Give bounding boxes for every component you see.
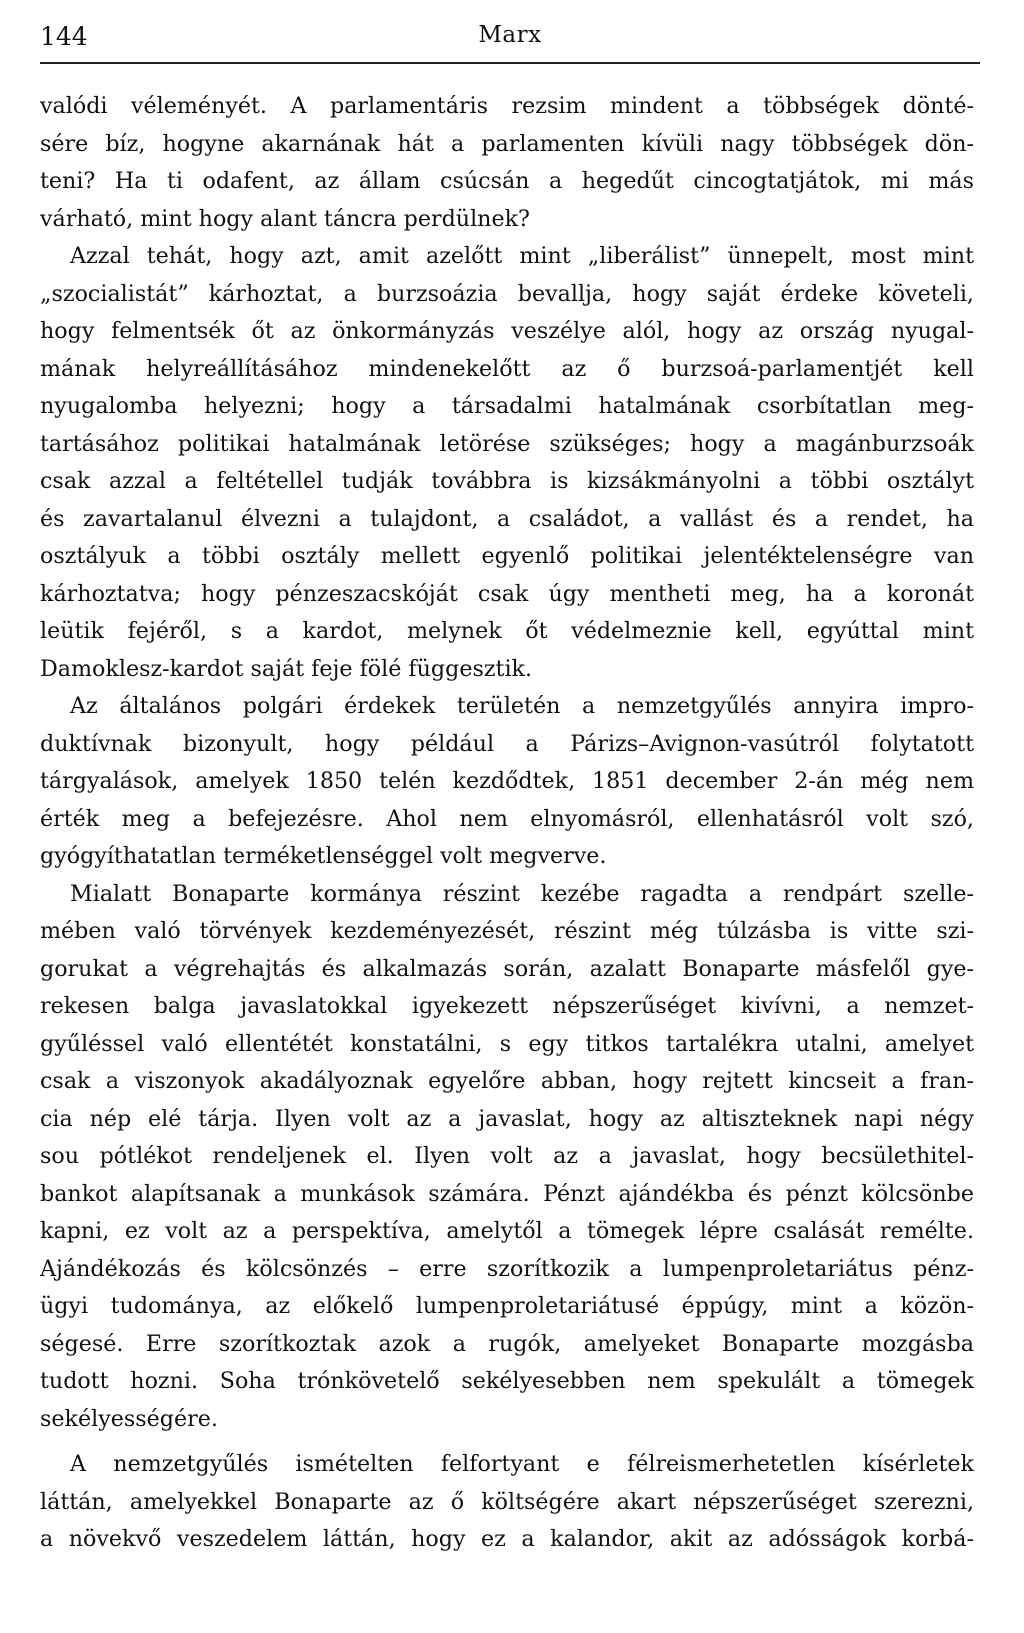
text-line: teni? Ha ti odafent, az állam csúcsán a hegedűt cincogtatjátok, mi más xyxy=(40,168,974,194)
text-line: sou pótlékot rendeljenek el. Ilyen volt az a javaslat, hogy becsülethitel- xyxy=(40,1143,974,1169)
text-line: hogy felmentsék őt az önkormányzás veszélye alól, hogy az ország nyugal- xyxy=(40,318,974,344)
text-line: A nemzetgyűlés ismételten felfortyant e félreismerhetetlen kísérletek xyxy=(70,1451,974,1477)
text-line: tudott hozni. Soha trónkövetelő sekélyesebben nem spekulált a tömegek xyxy=(40,1368,974,1394)
text-line: bankot alapítsanak a munkások számára. Pénzt ajándékba és pénzt kölcsönbe xyxy=(40,1180,974,1207)
page-header xyxy=(40,14,980,56)
text-line: a növekvő veszedelem láttán, hogy ez a kalandor, akit az adósságok korbá- xyxy=(40,1526,974,1552)
text-line: gorukat a végrehajtás és alkalmazás során, azalatt Bonaparte másfelől gye- xyxy=(40,955,974,982)
header-rule xyxy=(40,62,980,64)
body-text xyxy=(40,88,974,1559)
text-line: kapni, ez volt az a perspektíva, amelytől a tömegek lépre csalását remélte. xyxy=(40,1218,974,1244)
text-line: duktívnak bizonyult, hogy például a Párizs–Avignon-vasútról folytatott xyxy=(40,730,974,757)
text-line: csak a viszonyok akadályoznak egyelőre abban, hogy rejtett kincseit a fran- xyxy=(40,1068,974,1094)
text-line: érték meg a befejezésre. Ahol nem elnyomásról, ellenhatásról volt szó, xyxy=(40,805,974,832)
text-line: cia nép elé tárja. Ilyen volt az a javaslat, hogy az altiszteknek napi négy xyxy=(40,1105,974,1132)
text-line: ségesé. Erre szorítkoztak azok a rugók, amelyeket Bonaparte mozgásba xyxy=(40,1330,974,1357)
text-line: és zavartalanul élvezni a tulajdont, a családot, a vallást és a rendet, ha xyxy=(40,505,974,532)
text-line: láttán, amelyekkel Bonaparte az ő költségére akart népszerűséget szerezni, xyxy=(40,1488,974,1515)
text-line: „szocialistát” kárhoztat, a burzsoázia bevallja, hogy saját érdeke követeli, xyxy=(40,280,974,307)
text-line: valódi véleményét. A parlamentáris rezsim mindent a többségek dönté- xyxy=(40,93,974,119)
page-number: 144 xyxy=(40,22,88,51)
paragraph xyxy=(40,688,974,876)
text-line: Az általános polgári érdekek területén a nemzetgyűlés annyira impro- xyxy=(70,693,974,719)
text-line: osztályuk a többi osztály mellett egyenlő politikai jelentéktelenségre van xyxy=(40,543,974,569)
text-line: sekélyességére. xyxy=(40,1405,218,1432)
text-line: ügyi tudománya, az előkelő lumpenproletariátusé éppúgy, mint a közön- xyxy=(40,1293,974,1319)
text-line: Damoklesz-kardot saját feje fölé függesztik. xyxy=(40,655,533,682)
paragraph xyxy=(40,876,974,1439)
text-line: gyógyíthatatlan terméketlenséggel volt megverve. xyxy=(40,843,607,869)
running-title: Marx xyxy=(478,22,542,48)
text-line: tárgyalások, amelyek 1850 telén kezdődtek, 1851 december 2-án még nem xyxy=(40,768,974,794)
text-line: rekesen balga javaslatokkal igyekezett népszerűséget kivívni, a nemzet- xyxy=(40,993,974,1019)
text-line: sére bíz, hogyne akarnának hát a parlamenten kívüli nagy többségek dön- xyxy=(40,130,974,157)
paragraph xyxy=(40,238,974,688)
text-line: mében való törvények kezdeményezését, részint még túlzásba is vitte szi- xyxy=(40,918,974,944)
text-line: gyűléssel való ellentétét konstatálni, s egy titkos tartalékra utalni, amelyet xyxy=(40,1030,974,1057)
text-line: Azzal tehát, hogy azt, amit azelőtt mint „liberálist” ünnepelt, most mint xyxy=(70,243,974,269)
text-line: mának helyreállításához mindenekelőtt az ő burzsoá-parlamentjét kell xyxy=(40,355,974,382)
text-line: Ajándékozás és kölcsönzés – erre szorítkozik a lumpenproletariátus pénz- xyxy=(40,1255,974,1282)
text-line: Mialatt Bonaparte kormánya részint kezébe ragadta a rendpárt szelle- xyxy=(70,880,974,907)
paragraph xyxy=(40,1446,974,1559)
text-line: tartásához politikai hatalmának letörése szükséges; hogy a magánburzsoák xyxy=(40,430,974,457)
paragraph xyxy=(40,88,974,238)
text-line: kárhoztatva; hogy pénzeszacskóját csak úgy mentheti meg, ha a koronát xyxy=(40,580,974,607)
text-line: nyugalomba helyezni; hogy a társadalmi hatalmának csorbítatlan meg- xyxy=(40,393,974,419)
text-line: csak azzal a feltétellel tudják továbbra is kizsákmányolni a többi osztályt xyxy=(40,468,974,494)
text-line: leütik fejéről, s a kardot, melynek őt védelmeznie kell, egyúttal mint xyxy=(40,618,974,644)
text-line: várható, mint hogy alant táncra perdülnek? xyxy=(40,205,530,232)
